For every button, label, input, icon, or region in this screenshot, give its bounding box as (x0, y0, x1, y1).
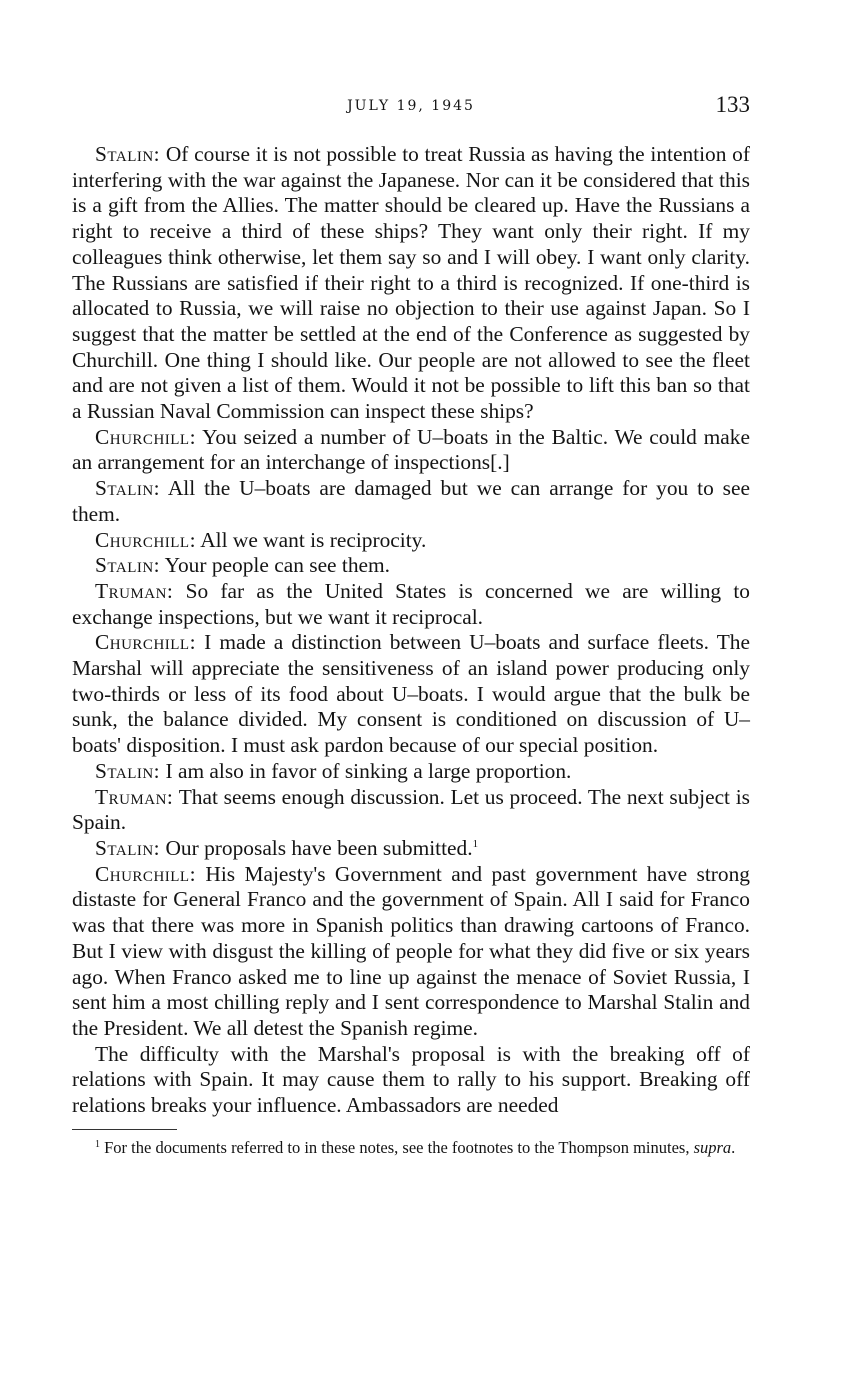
paragraph (72, 836, 750, 862)
paragraph (72, 785, 750, 836)
speaker-name: Truman: (95, 578, 174, 603)
running-head: JULY 19, 1945 (347, 98, 475, 114)
footnote (72, 1138, 750, 1157)
speaker-name: Truman: (95, 784, 174, 809)
paragraph-text: I made a distinction between U–boats and surface fleets. The Marshal will appreciate the sensitiveness of an island power producing only two-thirds or less of its food about U–boats. I would argue that the bulk be sunk, the balance divided. My consent is conditioned on discussion of U–boats' disposition. I must ask pardon because of our special position. (72, 630, 750, 758)
page-header (72, 92, 750, 126)
paragraph-text: That seems enough discussion. Let us proceed. The next subject is Spain. (72, 784, 750, 835)
speaker-name: Churchill: (95, 527, 197, 552)
footnote-end: . (731, 1137, 736, 1157)
footnote-reference: 1 (472, 837, 479, 850)
paragraph-text: Our proposals have been submitted. (160, 835, 473, 860)
footnote-text: For the documents referred to in these notes, see the footnotes to the Thompson minutes, (100, 1137, 694, 1157)
paragraph (72, 142, 750, 425)
paragraph-text: All we want is reciprocity. (196, 527, 427, 552)
speaker-name: Stalin: (95, 553, 161, 578)
paragraph-text: So far as the United States is concerned we are willing to exchange inspections, but we want it reciprocal. (72, 578, 750, 629)
paragraph-text: I am also in favor of sinking a large proportion. (160, 758, 572, 783)
footnote-marker: 1 (95, 1138, 100, 1150)
speaker-name: Churchill: (95, 424, 197, 449)
speaker-name: Stalin: (95, 835, 161, 860)
paragraph-text: You seized a number of U–boats in the Baltic. We could make an arrangement for an interchange of inspections[.] (72, 424, 750, 475)
speaker-name: Stalin: (95, 758, 161, 783)
paragraph-text: The difficulty with the Marshal's proposal is with the breaking off of relations with Spain. It may cause them to rally to his support. Breaking off relations breaks your influence. Ambassadors are needed (72, 1041, 750, 1118)
paragraph (72, 476, 750, 527)
document-page (72, 92, 750, 1157)
paragraph-text: His Majesty's Government and past government have strong distaste for General Franco and the government of Spain. All I said for Franco was that there was more in Spanish politics than drawing cartoons of Franco. But I view with disgust the killing of people for what they did five or six years ago. When Franco asked me to line up against the menace of Soviet Russia, I sent him a most chilling reply and I sent correspondence to Marshal Stalin and the President. We all detest the Spanish regime. (72, 861, 750, 1040)
speaker-name: Stalin: (95, 142, 161, 166)
speaker-name: Stalin: (95, 476, 161, 501)
paragraph (72, 425, 750, 476)
paragraph (72, 862, 750, 1042)
speaker-name: Churchill: (95, 861, 197, 886)
paragraph-text: Of course it is not possible to treat Russia as having the intention of interfering with the war against the Japanese. Nor can it be considered that this is a gift from the Allies. The matter should be cleared up. Have the Russians a right to receive a third of these ships? They want only their right. If my colleagues think otherwise, let them say so and I will obey. I want only clarity. The Russians are satisfied if their right to a third is recognized. If one-third is allocated to Russia, we will raise no objection to their use against Japan. So I suggest that the matter be settled at the end of the Conference as suggested by Churchill. One thing I should like. Our people are not allowed to see the fleet and are not given a list of them. Would it not be possible to lift this ban so that a Russian Naval Commission can inspect these ships? (72, 142, 750, 424)
paragraph (72, 630, 750, 759)
paragraph (72, 528, 750, 554)
page-number: 133 (715, 92, 750, 117)
body-text (72, 142, 750, 1119)
footnote-italic: supra (693, 1137, 732, 1157)
paragraph-text: Your people can see them. (160, 553, 391, 578)
paragraph (72, 759, 750, 785)
paragraph (72, 1042, 750, 1119)
footnote-divider (72, 1129, 177, 1130)
paragraph (72, 553, 750, 579)
paragraph (72, 579, 750, 630)
speaker-name: Churchill: (95, 630, 197, 655)
paragraph-text: All the U–boats are damaged but we can arrange for you to see them. (72, 476, 750, 526)
